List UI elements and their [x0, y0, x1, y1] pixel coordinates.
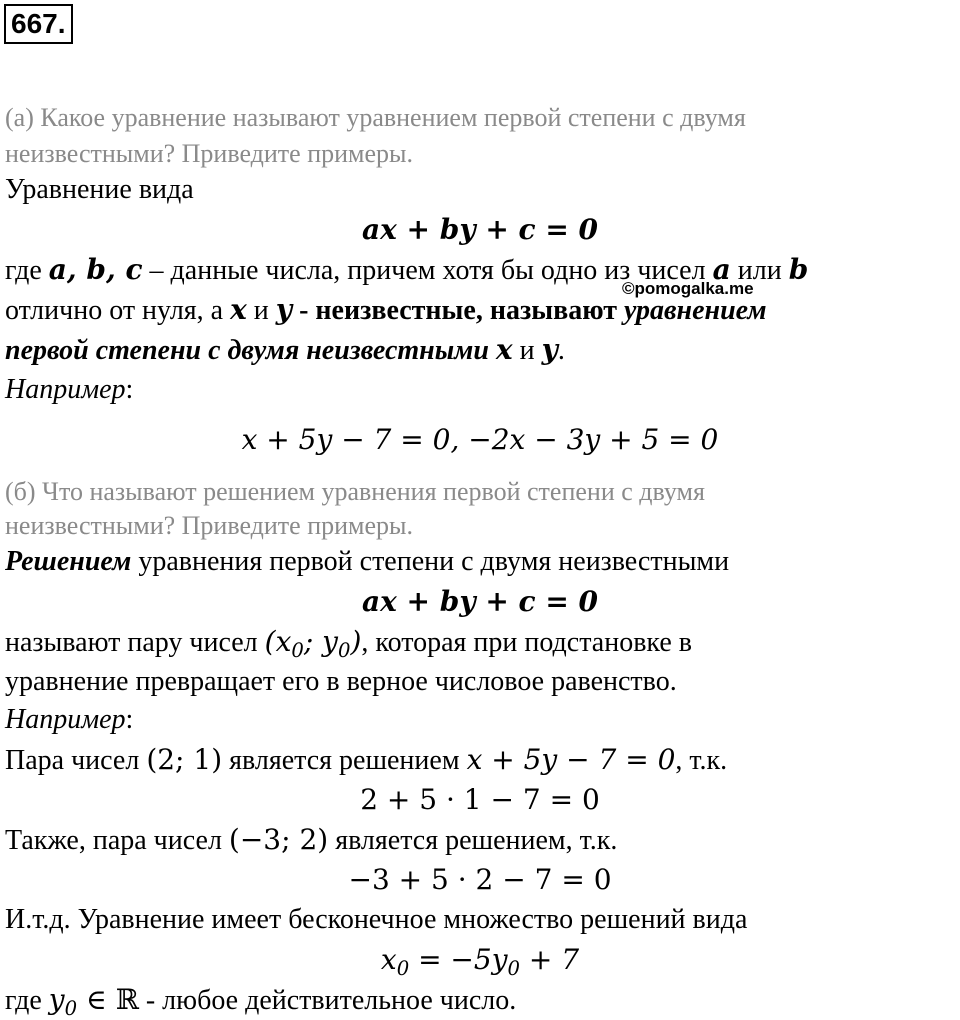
example-label-a: Например:: [5, 374, 134, 405]
example-2-check: −3 + 5 · 2 − 7 = 0: [348, 863, 612, 896]
intro-text: Уравнение вида: [5, 174, 194, 205]
example-1-check: 2 + 5 · 1 − 7 = 0: [360, 783, 600, 816]
general-solution: $x_0 = -5y_0 + 7$: [380, 943, 580, 980]
watermark: ©pomogalka.me: [622, 279, 754, 298]
question-b-line2: неизвестными? Приведите примеры.: [5, 511, 413, 540]
solution-def-line3: уравнение превращает его в верное числовое равенство.: [5, 666, 677, 697]
general-formula-a: ax + by + c = 0: [361, 213, 599, 246]
definition-line1: где a, b, c – данные числа, причем хотя бы одно из чисел a или b: [5, 253, 809, 286]
example-label-b: Например:: [5, 704, 134, 735]
conclusion-text: И.т.д. Уравнение имеет бесконечное множество решений вида: [5, 904, 748, 935]
problem-number: 667.: [4, 4, 73, 44]
example-1: Пара чисел (2; 1) является решением x + 5y − 7 = 0, т.к.: [5, 743, 728, 776]
question-a-line2: неизвестными? Приведите примеры.: [5, 139, 413, 168]
solution-def-line1: Решением уравнения первой степени с двумя неизвестными: [5, 546, 730, 577]
question-b-line1: (б) Что называют решением уравнения первой степени с двумя: [5, 477, 705, 506]
definition-line2: отлично от нуля, а x и y - неизвестные, называют уравнением: [5, 293, 767, 326]
question-a-line1: (а) Какое уравнение называют уравнением первой степени с двумя: [5, 103, 746, 132]
examples-a: x + 5y − 7 = 0, −2x − 3y + 5 = 0: [241, 423, 719, 456]
general-formula-b: ax + by + c = 0: [361, 585, 599, 618]
definition-line3: первой степени с двумя неизвестными x и y.: [5, 333, 565, 366]
solution-def-line2: называют пару чисел ($x_0$; $y_0$), которая при подстановке в: [5, 625, 692, 662]
final-line: где $y_0$ ∈ ℝ - любое действительное число.: [5, 983, 517, 1020]
example-2: Также, пара чисел (−3; 2) является решением, т.к.: [5, 823, 618, 856]
